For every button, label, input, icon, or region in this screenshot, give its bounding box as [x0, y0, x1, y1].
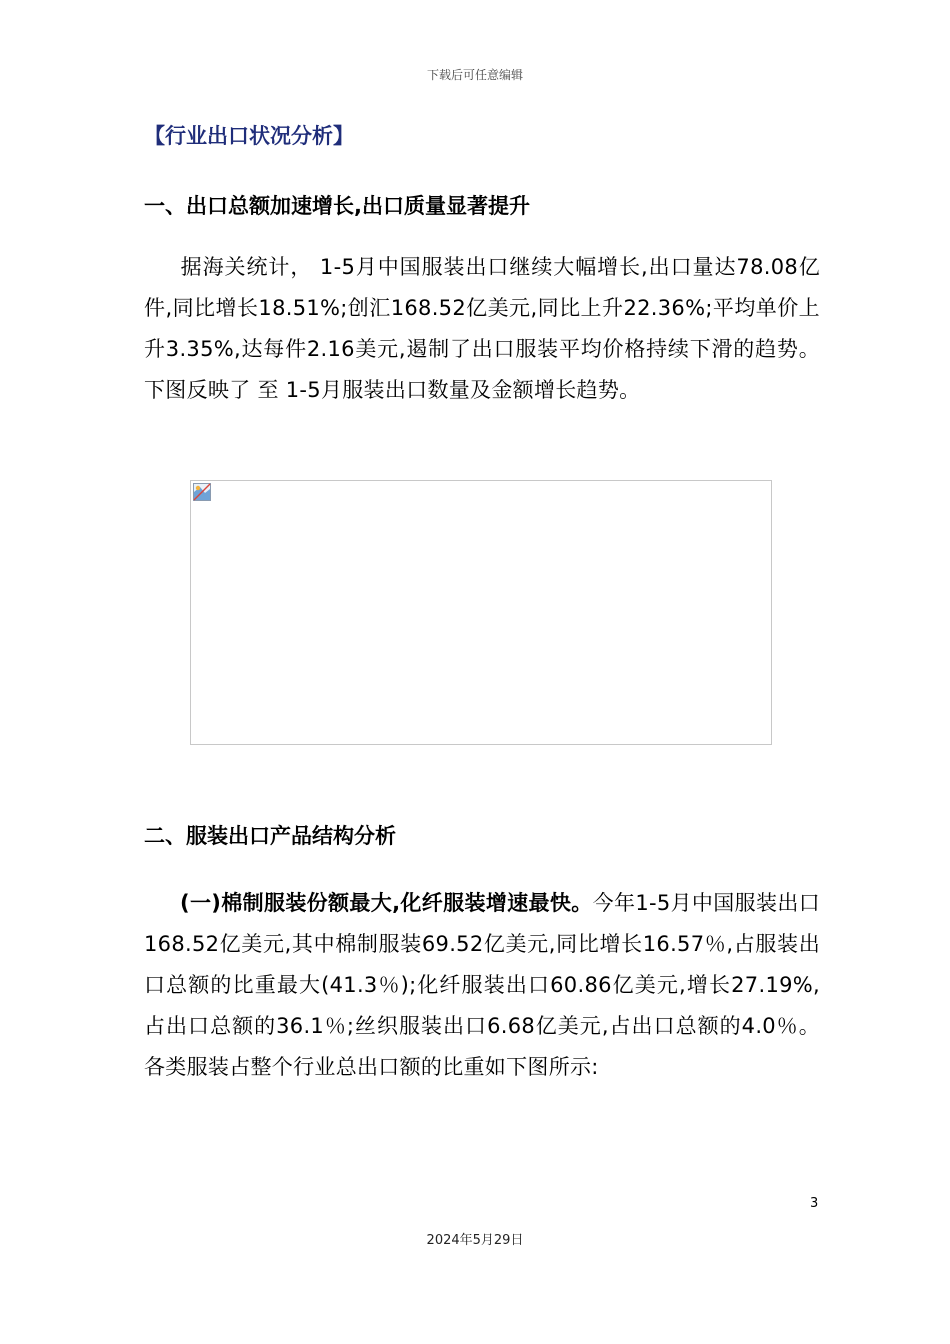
paragraph-export-stats-text: 据海关统计， 1-5月中国服装出口继续大幅增长,出口量达78.08亿件,同比增长18.51%;创汇168.52亿美元,同比上升22.36%;平均单价上升3.35%,达每件2.16美元,遏制了出口服装平均价格持续下滑的趋势。下图反映了 至 1-5月服装出口数量及金额增长趋势。	[144, 255, 820, 402]
page-footer-date: 2024年5月29日	[426, 1233, 524, 1248]
page-header: 下载后可任意编辑	[426, 68, 523, 82]
paragraph-product-structure	[144, 883, 820, 1088]
paragraph-lead: (一)棉制服装份额最大,化纤服装增速最快。	[180, 891, 593, 915]
chart-image-placeholder	[190, 480, 772, 745]
heading-product-structure: 二、服装出口产品结构分析	[144, 824, 396, 848]
page-number: 3	[810, 1196, 819, 1211]
heading-export-growth: 一、出口总额加速增长,出口质量显著提升	[144, 194, 530, 218]
paragraph-body: 今年1-5月中国服装出口 168.52亿美元,其中棉制服装69.52亿美元,同比增长16.57％,占服装出口总额的比重最大(41.3％);化纤服装出口60.86亿美元,增长27.19%,占出口总额的36.1％;丝织服装出口6.68亿美元,占出口总额的4.0％。各类服装占整个行业总出口额的比重如下图所示:	[144, 891, 820, 1079]
broken-image-icon	[193, 483, 211, 501]
section-tag: 【行业出口状况分析】	[144, 124, 354, 148]
paragraph-export-stats	[144, 247, 820, 411]
